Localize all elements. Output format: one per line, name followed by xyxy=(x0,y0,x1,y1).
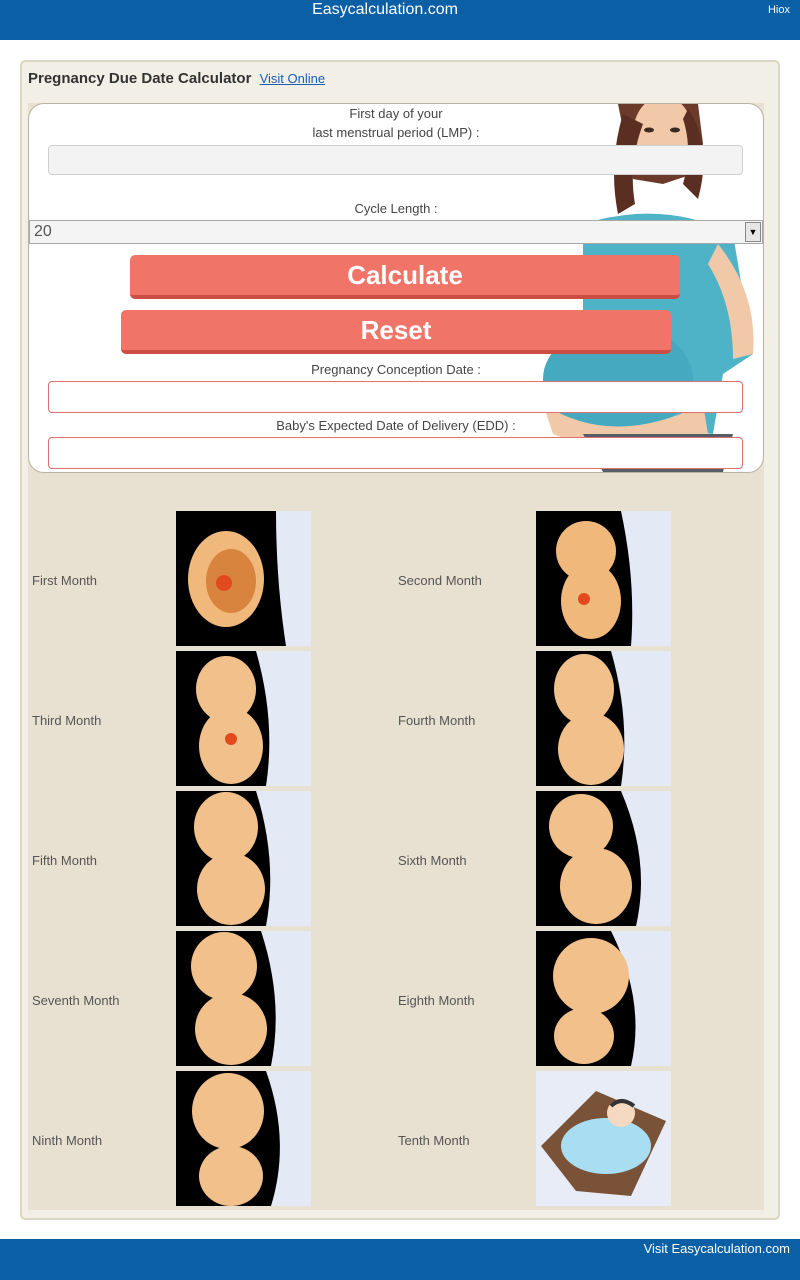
footer-bar xyxy=(0,1239,800,1280)
fetus-month-9-image xyxy=(176,1071,311,1206)
lmp-date-input[interactable] xyxy=(48,145,743,175)
month-label: Fourth Month xyxy=(398,713,476,728)
month-label: Seventh Month xyxy=(32,993,120,1008)
month-label: First Month xyxy=(32,573,98,588)
fetus-month-7-image xyxy=(176,931,311,1066)
month-row xyxy=(28,1071,764,1206)
fetus-month-3-image xyxy=(176,651,311,786)
card-title-row xyxy=(28,70,325,87)
calculator-form xyxy=(28,103,764,473)
month-label: Second Month xyxy=(398,573,482,588)
calculator-card xyxy=(20,60,780,1220)
month-row xyxy=(28,931,764,1066)
cycle-length-select[interactable] xyxy=(29,220,763,244)
fetus-month-8-image xyxy=(536,931,671,1066)
fetus-month-6-image xyxy=(536,791,671,926)
top-bar xyxy=(0,0,800,40)
visit-online-link[interactable]: Visit Online xyxy=(259,71,326,86)
chevron-down-icon[interactable]: ▼ xyxy=(745,222,761,242)
baby-month-10-image xyxy=(536,1071,671,1206)
conception-date-label: Pregnancy Conception Date : xyxy=(311,362,481,377)
edd-field[interactable] xyxy=(48,437,743,469)
month-row xyxy=(28,791,764,926)
reset-button[interactable]: Reset xyxy=(121,310,671,354)
fetus-month-4-image xyxy=(536,651,671,786)
month-label: Tenth Month xyxy=(398,1133,470,1148)
fetus-month-1-image xyxy=(176,511,311,646)
month-label: Ninth Month xyxy=(32,1133,103,1148)
calculate-button[interactable]: Calculate xyxy=(130,255,680,299)
page-title: Pregnancy Due Date Calculator xyxy=(28,70,252,87)
fetus-month-2-image xyxy=(536,511,671,646)
fetus-month-5-image xyxy=(176,791,311,926)
month-label: Fifth Month xyxy=(32,853,98,868)
month-label: Sixth Month xyxy=(398,853,467,868)
conception-date-field[interactable] xyxy=(48,381,743,413)
lmp-label-line2: last menstrual period (LMP) : xyxy=(312,125,480,140)
visit-easycalculation-link[interactable]: Visit Easycalculation.com xyxy=(643,1241,790,1256)
hiox-link[interactable]: Hiox xyxy=(767,4,790,16)
site-title[interactable]: Easycalculation.com xyxy=(312,1,458,18)
cycle-length-value: 20 xyxy=(34,223,52,240)
lmp-label-line1: First day of your xyxy=(349,106,443,121)
month-row xyxy=(28,651,764,786)
calculator-area xyxy=(28,103,764,1210)
month-label: Third Month xyxy=(32,713,102,728)
month-label: Eighth Month xyxy=(398,993,475,1008)
cycle-length-label: Cycle Length : xyxy=(354,201,438,216)
month-row xyxy=(28,511,764,646)
edd-label: Baby's Expected Date of Delivery (EDD) : xyxy=(276,418,516,433)
